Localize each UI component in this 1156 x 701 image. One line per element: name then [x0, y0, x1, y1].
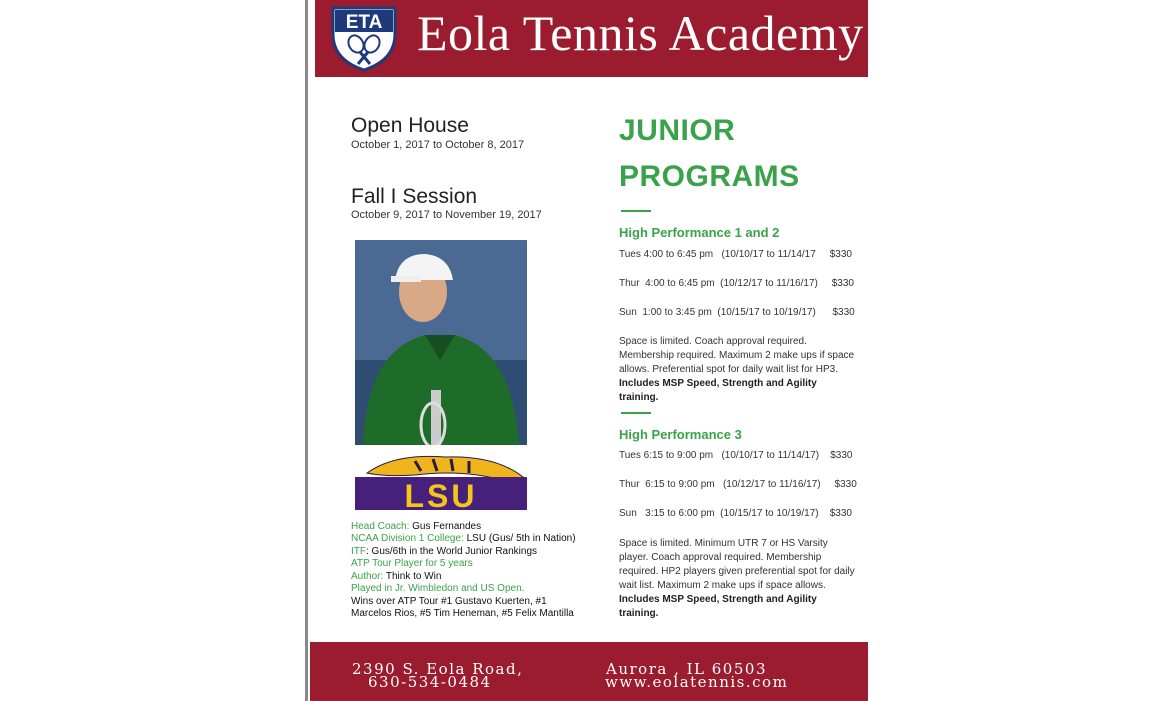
hp12-schedule-row: Sun 1:00 to 3:45 pm (10/15/17 to 10/19/17) $330: [619, 307, 855, 318]
eta-shield-logo: [327, 4, 401, 72]
hp12-title: High Performance 1 and 2: [619, 225, 780, 240]
lsu-logo-text: LSU: [404, 478, 478, 510]
hp12-note: [619, 335, 859, 405]
junior-programs-title-line2: PROGRAMS: [619, 160, 800, 193]
footer-address: 2390 S. Eola Road,: [352, 660, 524, 678]
hp3-note: [619, 537, 859, 621]
ncaa-label: NCAA Division 1 College:: [351, 533, 464, 544]
hp3-schedule-row: Tues 6:15 to 9:00 pm (10/10/17 to 11/14/17) $330: [619, 450, 853, 461]
bio-played: Played in Jr. Wimbledon and US Open.: [351, 583, 525, 594]
open-house-dates: October 1, 2017 to October 8, 2017: [351, 139, 525, 151]
bio-itf: [351, 546, 537, 558]
author-label: Author:: [351, 571, 384, 582]
bio-wins-line2: Marcelos Rios, #5 Tim Heneman, #5 Felix Mantilla: [351, 608, 574, 619]
bio-ncaa: [351, 533, 576, 545]
section-divider: [621, 210, 651, 212]
open-house-title: Open House: [351, 114, 469, 137]
lsu-tiger-logo: [355, 447, 527, 510]
coach-value: Gus Fernandes: [412, 521, 482, 532]
footer-phone: 630-534-0484: [368, 673, 492, 691]
hp12-note-text: Space is limited. Coach approval required. Membership required. Maximum 2 make ups if space allows. Preferential spot for daily wait list for HP3.: [619, 336, 855, 375]
bio-wins-line1: Wins over ATP Tour #1 Gustavo Kuerten, #1: [351, 596, 547, 607]
coach-label: Head Coach:: [351, 521, 410, 532]
hp12-includes: Includes MSP Speed, Strength and Agility training.: [619, 378, 817, 403]
bio-author: [351, 571, 441, 583]
itf-value: : Gus/6th in the World Junior Rankings: [366, 546, 538, 557]
fall-session-dates: October 9, 2017 to November 19, 2017: [351, 209, 542, 221]
fall-session-title: Fall I Session: [351, 185, 478, 208]
bio-atp: ATP Tour Player for 5 years: [351, 558, 473, 569]
footer-city: Aurora , IL 60503: [606, 660, 767, 678]
coach-photo: [355, 240, 527, 445]
footer-website: www.eolatennis.com: [605, 673, 789, 691]
hp12-schedule-row: Thur 4:00 to 6:45 pm (10/12/17 to 11/16/17) $330: [619, 278, 854, 289]
hp3-note-text: Space is limited. Minimum UTR 7 or HS Varsity player. Coach approval required. Membership required. HP2 players given preferential spot for daily wait list. Maximum 2 make ups if space allows.: [619, 538, 855, 591]
hp3-includes: Includes MSP Speed, Strength and Agility training.: [619, 594, 817, 619]
hp3-schedule-row: Sun 3:15 to 6:00 pm (10/15/17 to 10/19/17) $330: [619, 508, 852, 519]
section-divider: [621, 412, 651, 414]
hp12-schedule-row: Tues 4:00 to 6:45 pm (10/10/17 to 11/14/17 $330: [619, 249, 852, 260]
author-value: Think to Win: [385, 571, 442, 582]
academy-title: Eola Tennis Academy: [417, 5, 864, 61]
itf-label: ITF: [351, 546, 366, 557]
header-banner: [315, 0, 868, 77]
bio-head-coach: [351, 521, 481, 533]
hp3-schedule-row: Thur 6:15 to 9:00 pm (10/12/17 to 11/16/17) $330: [619, 479, 857, 490]
ncaa-value: LSU (Gus/ 5th in Nation): [466, 533, 576, 544]
junior-programs-title-line1: JUNIOR: [619, 114, 736, 147]
page-left-border: [305, 0, 308, 701]
hp3-title: High Performance 3: [619, 427, 742, 442]
logo-text: ETA: [345, 12, 383, 33]
footer-banner: [310, 642, 868, 701]
